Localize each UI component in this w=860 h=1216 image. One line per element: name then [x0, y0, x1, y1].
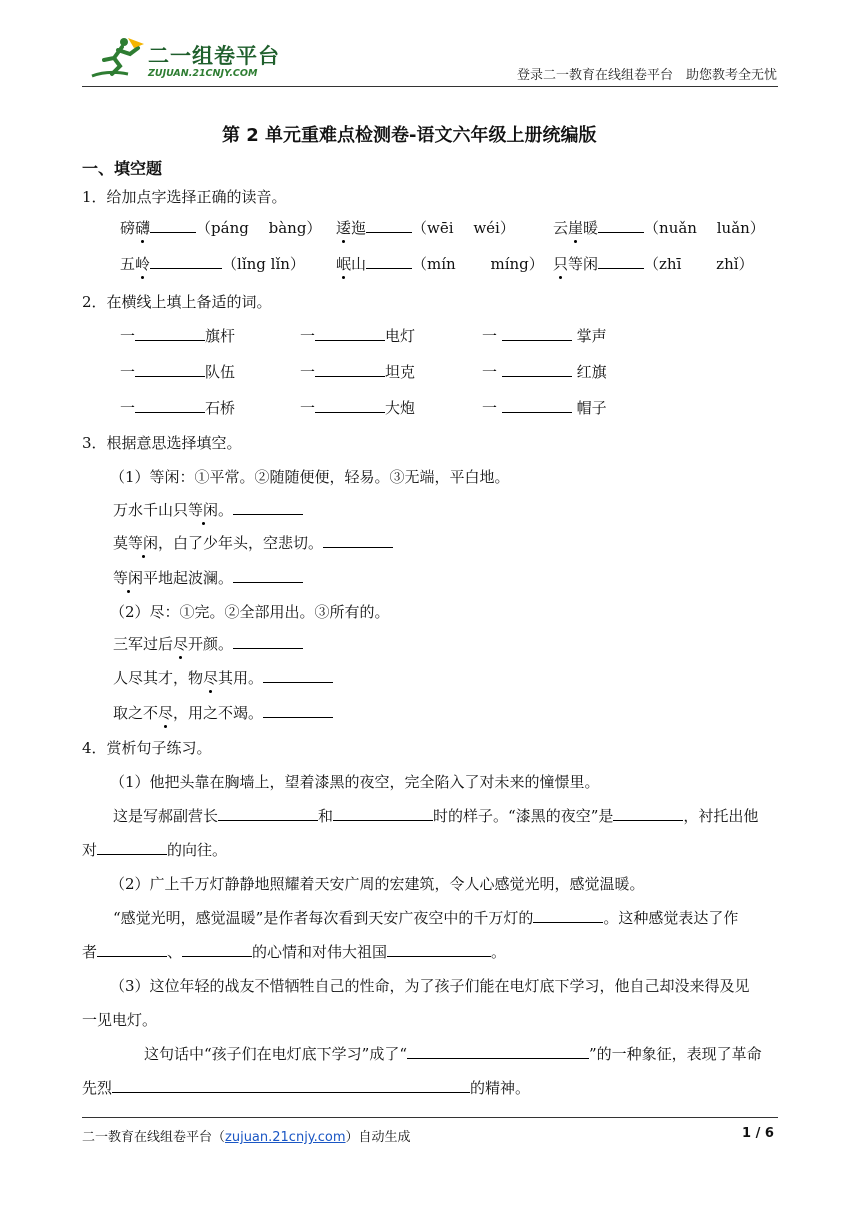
question-1-row-1: 磅礴 （páng bàng）: [120, 219, 322, 237]
footer-source: 二一教育在线组卷平台（zujuan.21cnjy.com）自动生成: [82, 1130, 411, 1145]
question-3-line: 三军过后尽开颜。: [113, 633, 303, 654]
page-number: 1 / 6: [742, 1126, 774, 1141]
question-4-part-1: （1）他把头靠在胸墙上，望着漆黑的夜空，完全陷入了对未来的憧憬里。: [110, 773, 600, 791]
header-divider: [82, 86, 778, 87]
question-1-row-2c: 只等闲 （zhī zhǐ）: [553, 255, 754, 273]
question-3-part-1: （1）等闲：①平常。②随随便便，轻易。③无端，平白地。: [110, 468, 510, 486]
section-heading: 一、填空题: [82, 159, 163, 178]
question-3-line: 莫等闲，白了少年头，空悲切。: [113, 532, 393, 553]
question-4-line: 这句话中“孩子们在电灯底下学习”成了“ ”的一种象征，表现了革命: [144, 1045, 762, 1063]
question-3-line: 人尽其才，物尽其用。: [113, 667, 333, 688]
question-1-stem: 1．给加点字选择正确的读音。: [82, 188, 287, 206]
page-title: 第 2 单元重难点检测卷-语文六年级上册统编版: [222, 125, 597, 146]
question-4-part-3: （3）这位年轻的战友不惜牺牲自己的性命，为了孩子们能在电灯底下学习，他自己却没来得及见: [110, 977, 750, 995]
question-4-line: 这是写郝副营长 和 时的样子。“漆黑的夜空”是 ，衬托出他: [113, 807, 759, 825]
question-1-row-2: 五岭 （lǐng lǐn）: [120, 255, 305, 273]
question-3-line: 等闲平地起波澜。: [113, 567, 303, 588]
question-4-line: “感觉光明，感觉温暖”是作者每次看到天安广夜空中的千万灯的 。这种感觉表达了作: [113, 909, 739, 927]
question-4-line: 者 、 的心情和对伟大祖国 。: [82, 943, 507, 961]
question-4-part-2: （2）广上千万灯静静地照耀着天安广周的宏建筑，令人心感觉光明，感觉温暖。: [110, 875, 645, 893]
question-3-stem: 3．根据意思选择填空。: [82, 434, 242, 452]
question-1-row-2b: 岷山 （mín míng）: [336, 255, 544, 273]
question-4-line: 一见电灯。: [82, 1011, 158, 1029]
question-4-stem: 4．赏析句子练习。: [82, 739, 212, 757]
logo-text: 二一组卷平台: [148, 44, 280, 68]
header-slogan: 登录二一教育在线组卷平台 助您教考全无忧: [517, 68, 778, 83]
runner-logo-icon: [88, 36, 150, 80]
question-4-line: 对 的向往。: [82, 841, 228, 859]
question-3-line: 取之不尽，用之不竭。: [113, 702, 333, 723]
logo: [88, 36, 288, 80]
question-2-stem: 2．在横线上填上备适的词。: [82, 293, 272, 311]
question-3-line: 万水千山只等闲。: [113, 499, 303, 520]
logo-subtext: ZUJUAN.21CNJY.COM: [148, 68, 258, 79]
question-1-row-1c: 云崖暖 （nuǎn luǎn）: [553, 219, 765, 237]
question-3-part-2: （2）尽：①完。②全部用出。③所有的。: [110, 603, 390, 621]
question-4-line: 先烈 的精神。: [82, 1079, 531, 1097]
question-1-row-1b: 逶迤 （wēi wéi）: [336, 219, 515, 237]
footer-divider: [82, 1117, 778, 1118]
footer-link[interactable]: zujuan.21cnjy.com: [225, 1130, 346, 1145]
